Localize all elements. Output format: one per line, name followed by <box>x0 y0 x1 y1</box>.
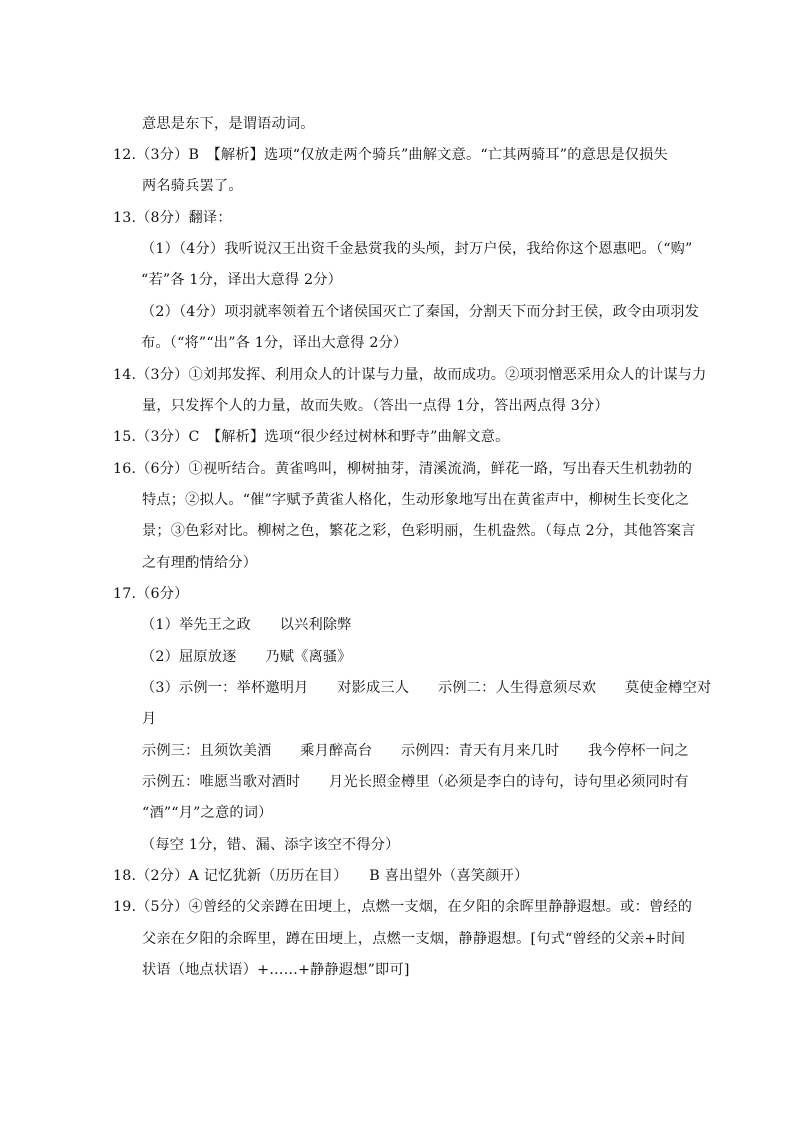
answer-17-1: （1）举先王之政 以兴利除弊 <box>141 617 352 633</box>
q11-continuation: 意思是东下，是谓语动词。 <box>142 116 315 132</box>
answer-17-example-3-4: 示例三：且须饮美酒 乘月醉高台 示例四：青天有月来几时 我今停杯一问之 <box>142 743 689 759</box>
answer-17-example-5-cont: “酒”“月”之意的词） <box>142 805 273 821</box>
answer-13-2: （2）（4分）项羽就率领着五个诸侯国灭亡了秦国，分割天下而分封王侯，政令由项羽发 <box>141 304 700 320</box>
answer-19: 19.（5分）④曾经的父亲蹲在田埂上，点燃一支烟，在夕阳的余晖里静静遐想。或：曾经的 <box>113 899 693 915</box>
answer-13-2-cont: 布。（“将”“出”各 1分，译出大意得 2分） <box>141 335 408 351</box>
answer-13: 13.（8分）翻译： <box>113 210 232 226</box>
answer-17-scoring: （每空 1分，错、漏、添字该空不得分） <box>141 837 400 853</box>
answer-16-cont-1: 特点；②拟人。“催”字赋予黄雀人格化，生动形象地写出在黄雀声中，柳树生长变化之 <box>142 492 690 508</box>
answer-12-cont: 两名骑兵罢了。 <box>142 178 243 194</box>
answer-17-example-5: 示例五：唯愿当歌对酒时 月光长照金樽里（必须是李白的诗句，诗句里必须同时有 <box>142 774 689 790</box>
answer-17: 17.（6分） <box>113 586 189 602</box>
answer-15: 15.（3分）C 【解析】选项“很少经过树林和野寺”曲解文意。 <box>113 429 510 445</box>
answer-16-cont-2: 景；③色彩对比。柳树之色，繁花之彩，色彩明丽，生机盎然。（每点 2分，其他答案言 <box>142 523 696 539</box>
answer-19-cont-1: 父亲在夕阳的余晖里，蹲在田埂上，点燃一支烟，静静遐想。[句式“曾经的父亲+时间 <box>142 931 686 947</box>
answer-18: 18.（2分）A 记忆犹新（历历在目） B 喜出望外（喜笑颜开） <box>113 868 529 884</box>
answer-14: 14.（3分）①刘邦发挥、利用众人的计谋与力量，故而成功。②项羽憎恶采用众人的计谋与力 <box>113 367 707 383</box>
answer-13-1: （1）（4分）我听说汉王出资千金悬赏我的头颅，封万户侯，我给你这个恩惠吧。（“购” <box>141 241 693 257</box>
answer-14-cont: 量，只发挥个人的力量，故而失败。（答出一点得 1分，答出两点得 3分） <box>142 398 609 414</box>
answer-17-3: （3）示例一：举杯邀明月 对影成三人 示例二：人生得意须尽欢 莫使金樽空对 <box>141 680 712 696</box>
answer-16-cont-3: 之有理酌情给分） <box>142 555 258 571</box>
answer-16: 16.（6分）①视听结合。黄雀鸣叫，柳树抽芽，清溪流淌，鲜花一路，写出春天生机勃勃的 <box>113 461 693 477</box>
answer-17-2: （2）屈原放逐 乃赋《离骚》 <box>141 649 352 665</box>
answer-12: 12.（3分）B 【解析】选项“仅放走两个骑兵”曲解文意。“亡其两骑耳”的意思是仅损失 <box>113 147 668 163</box>
answer-17-3-cont: 月 <box>142 711 157 727</box>
answer-13-1-cont: “若”各 1分，译出大意得 2分） <box>141 272 343 288</box>
answer-19-cont-2: 状语（地点状语）+……+静静遐想”即可] <box>142 962 410 978</box>
